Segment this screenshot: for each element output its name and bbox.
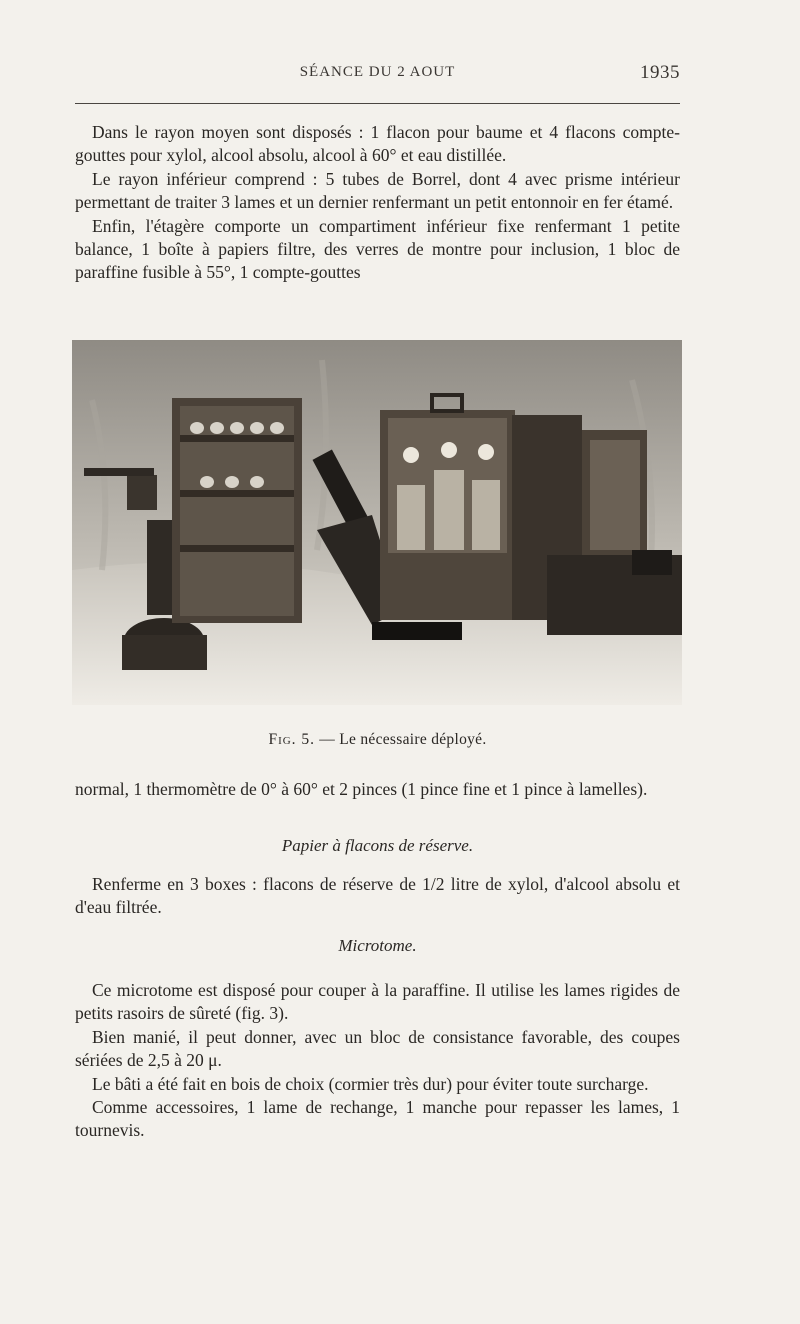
heading-microtome: Microtome. [338,936,417,955]
photo-illustration [72,340,682,705]
paragraph-rayon-moyen: Dans le rayon moyen sont disposés : 1 flacon pour baume et 4 flacons compte-gouttes pour xylol, alcool absolu, alcool à 60° et eau distillée. [75,122,680,166]
paragraph-rayon-inferieur: Le rayon inférieur comprend : 5 tubes de Borrel, dont 4 avec prisme intérieur permettant de traiter 3 lames et un dernier renfermant un petit entonnoir en fer étamé. [75,168,680,213]
paragraph-microtome-4: Comme accessoires, 1 lame de rechange, 1 manche pour repasser les lames, 1 tournevis. [75,1097,680,1141]
paragraph-reserve: Renferme en 3 boxes : flacons de réserve de 1/2 litre de xylol, d'alcool absolu et d'eau filtrée. [75,874,680,918]
shelf-case [172,398,302,623]
paragraph-microtome-2: Bien manié, il peut donner, avec un bloc de consistance favorable, des coupes sériées de 2,5 à 20 μ. [75,1026,680,1071]
heading-reserve: Papier à flacons de réserve. [281,836,474,855]
paragraph-continuation: normal, 1 thermomètre de 0° à 60° et 2 pinces (1 pince fine et 1 pince à lamelles). [75,779,648,799]
header-rule [75,103,680,104]
running-head-title: SÉANCE DU 2 AOUT [299,64,456,80]
figure-label: Fig. 5. [268,731,316,748]
figure-photograph [72,340,682,705]
running-head [75,62,680,88]
reserve-text-block [75,873,680,920]
paragraph-microtome-3: Le bâti a été fait en bois de choix (cormier très dur) pour éviter toute surcharge. [92,1073,649,1094]
microtome-text-block [75,979,680,1143]
continuation-block [75,778,680,801]
paragraph-microtome-1: Ce microtome est disposé pour couper à la paraffine. Il utilise les lames rigides de petits rasoirs de sûreté (fig. 3). [75,980,680,1024]
figure-caption-text: — Le nécessaire déployé. [315,731,487,748]
top-text-block [75,121,680,285]
paragraph-etagere: Enfin, l'étagère comporte un compartiment inférieur fixe renfermant 1 petite balance, 1 boîte à papiers filtre, des verres de montre pour inclusion, 1 bloc de paraffine fusible à 55°, 1 compte-gouttes [75,215,680,283]
figure-caption [75,731,680,749]
page-number: 1935 [640,62,680,83]
bottle-case [380,395,515,620]
